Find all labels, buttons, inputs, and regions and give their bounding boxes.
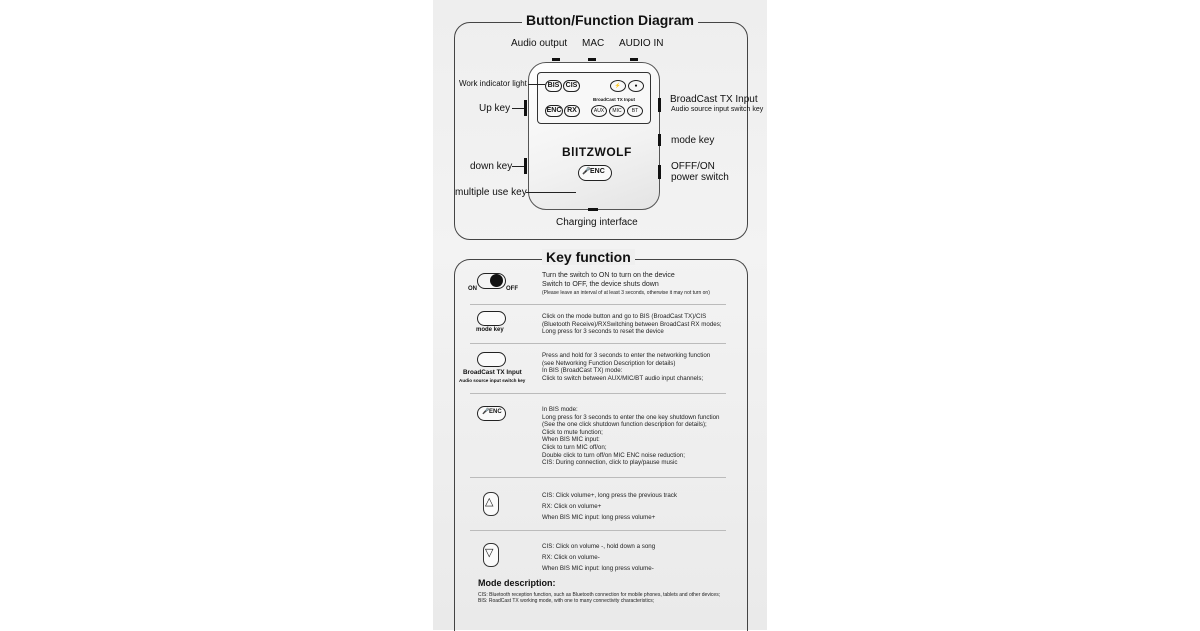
row-text: RX: Click on volume+: [542, 503, 602, 510]
row-separator: [470, 530, 726, 531]
mic-indicator: MIC: [609, 105, 625, 117]
row-text: Long press for 3 seconds to reset the device: [542, 328, 664, 336]
multiple-use-label: multiple use key: [455, 187, 527, 198]
row-text: RX: Click on volume-: [542, 554, 600, 561]
mode-line: BIS: RoadCast TX working mode, with one to many connectivity characteristics;: [478, 598, 655, 604]
row-text: (Bluetooth Receive)/RXSwitching between BroadCast RX modes;: [542, 320, 722, 328]
enc-indicator: ENC: [545, 105, 563, 117]
up-arrow-icon: △: [485, 496, 494, 508]
row-text: Press and hold for 3 seconds to enter the networking function: [542, 352, 711, 359]
row-note: (Please leave an interval of at least 3 seconds, otherwise it may not turn on): [542, 290, 710, 296]
down-key-label: down key: [470, 161, 513, 172]
bt-indicator: BT: [627, 105, 643, 117]
row-text: Long press for 3 seconds to enter the one key shutdown function: [542, 413, 720, 421]
row-text: Click to mute function;: [542, 428, 603, 436]
row-text: Double click to turn off/on MIC ENC noise reduction;: [542, 451, 685, 459]
row-text: Click on the mode button and go to BIS (BroadCast TX)/CIS: [542, 313, 707, 320]
down-arrow-icon: ▽: [485, 547, 494, 559]
mode-key-description: [542, 313, 722, 336]
up-key-leader: [512, 108, 524, 109]
up-key-label: Up key: [479, 103, 511, 114]
charging-interface-label: Charging interface: [556, 217, 638, 228]
mode-line: CIS: Bluetooth reception function, such as Bluetooth connection for mobile phones, tablets and other devices;: [478, 592, 721, 598]
mode-description-title: Mode description:: [478, 578, 556, 588]
row-text: CIS: Click volume+, long press the previous track: [542, 492, 677, 499]
mode-key-mark: [658, 134, 661, 146]
enc-key-caption: ENC: [489, 409, 502, 415]
mac-port: [588, 58, 596, 61]
mac-label: MAC: [582, 38, 605, 49]
row-text: Click to turn MIC off/on;: [542, 443, 607, 451]
work-indicator-label: Work indicator light: [459, 79, 527, 88]
bis-indicator: BIS: [545, 80, 562, 92]
mode-key-label: mode key: [671, 135, 715, 146]
volume-up-description: [542, 490, 677, 523]
mode-description-text: [478, 592, 720, 604]
power-switch-mark: [658, 165, 661, 179]
down-key-leader: [512, 166, 524, 167]
volume-down-description: [542, 541, 655, 574]
mode-key-icon: [477, 311, 506, 326]
broadcast-key-description: [542, 352, 710, 382]
key-function-title: Key function: [542, 249, 635, 265]
charging-port-mark: [588, 208, 598, 211]
row-separator: [470, 393, 726, 394]
audio-output-label: Audio output: [511, 38, 568, 49]
power-switch-description: [542, 272, 710, 298]
row-text: When BIS MIC input: long press volume-: [542, 565, 654, 572]
broadcast-key-icon: [477, 352, 506, 367]
screen-broadcast-label: BroadCast TX Input: [593, 97, 636, 102]
switch-off-label: OFF: [506, 286, 518, 292]
indicator-leader: [528, 84, 545, 85]
row-text: Switch to OFF, the device shuts down: [542, 280, 659, 288]
audio-in-label: AUDIO IN: [619, 38, 664, 49]
enc-key-mic-icon: 🎤: [482, 409, 490, 415]
broadcast-tx-label: BroadCast TX Input: [670, 94, 758, 105]
power-switch-label-2: power switch: [671, 172, 729, 183]
power-switch-label-1: OFFF/ON: [671, 161, 715, 172]
row-text: In BIS mode:: [542, 406, 578, 413]
row-separator: [470, 477, 726, 478]
row-text: Turn the switch to ON to turn on the device: [542, 272, 675, 279]
row-text: CIS: During connection, click to play/pause music: [542, 459, 678, 467]
aux-indicator: AUX: [591, 105, 607, 117]
switch-on-label: ON: [468, 286, 477, 292]
row-text: When BIS MIC input: long press volume+: [542, 514, 656, 521]
audio-in-port: [630, 58, 638, 61]
enc-mic-icon: 🎤: [582, 168, 591, 175]
row-text: (See the one click shutdown function description for details);: [542, 421, 707, 429]
row-text: Click to switch between AUX/MIC/BT audio input channels;: [542, 374, 704, 382]
power-switch-knob: [490, 274, 503, 287]
broadcast-key-subcaption: Audio source input switch key: [459, 378, 526, 383]
row-text: In BIS (BroadCast TX) mode:: [542, 367, 623, 375]
row-text: When BIS MIC input:: [542, 436, 600, 444]
mic-indicator-icon: ●: [628, 80, 644, 92]
rx-indicator: RX: [564, 105, 580, 117]
enc-button-label: ENC: [590, 168, 605, 175]
lightning-icon: ⚡: [610, 80, 626, 92]
audio-output-port: [552, 58, 560, 61]
up-key-mark: [524, 100, 527, 116]
down-key-mark: [524, 158, 527, 174]
brand-logo: BlITZWOLF: [562, 145, 632, 159]
multiple-use-leader: [526, 192, 576, 193]
row-text: CIS: Click on volume -, hold down a song: [542, 543, 656, 550]
broadcast-tx-sublabel: Audio source input switch key: [671, 106, 764, 113]
broadcast-key-mark: [658, 98, 661, 112]
broadcast-key-caption: BroadCast TX Input: [463, 369, 522, 376]
row-separator: [470, 304, 726, 305]
diagram-title: Button/Function Diagram: [522, 12, 698, 28]
mode-key-caption: mode key: [476, 327, 504, 333]
enc-key-description: [542, 406, 720, 467]
row-separator: [470, 343, 726, 344]
row-text: (see Networking Function Description for details): [542, 359, 676, 367]
cis-indicator: CIS: [563, 80, 580, 92]
